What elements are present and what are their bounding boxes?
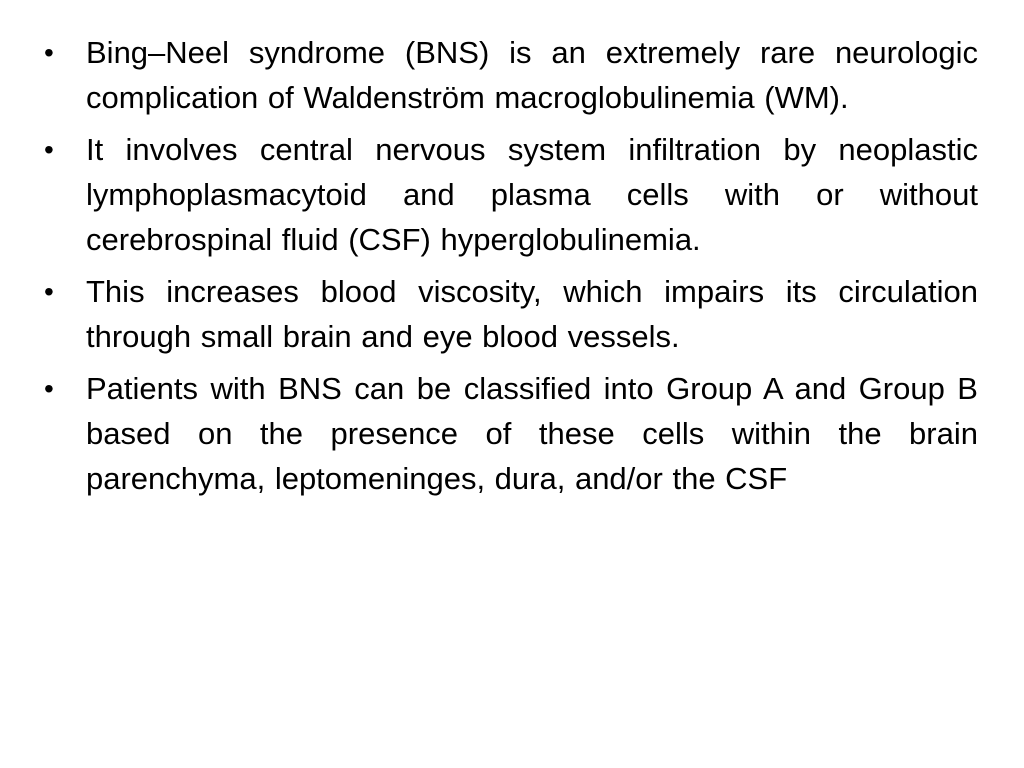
bullet-icon: • bbox=[44, 373, 54, 404]
bullet-item bbox=[44, 30, 978, 120]
bullet-item bbox=[44, 366, 978, 501]
bullet-icon: • bbox=[44, 37, 54, 68]
bullet-icon: • bbox=[44, 276, 54, 307]
bullet-text: This increases blood viscosity, which impairs its circulation through small brain and eye blood vessels. bbox=[86, 274, 978, 354]
bullet-text: Patients with BNS can be classified into Group A and Group B based on the presence of these cells within the brain parenchyma, leptomeninges, dura, and/or the CSF bbox=[86, 371, 978, 496]
bullet-item bbox=[44, 269, 978, 359]
bullet-text: Bing–Neel syndrome (BNS) is an extremely rare neurologic complication of Waldenström macroglobulinemia (WM). bbox=[86, 35, 978, 115]
bullet-item bbox=[44, 127, 978, 262]
bullet-icon: • bbox=[44, 134, 54, 165]
bullet-list bbox=[44, 30, 978, 501]
bullet-text: It involves central nervous system infiltration by neoplastic lymphoplasmacytoid and plasma cells with or without cerebrospinal fluid (CSF) hyperglobulinemia. bbox=[86, 132, 978, 257]
